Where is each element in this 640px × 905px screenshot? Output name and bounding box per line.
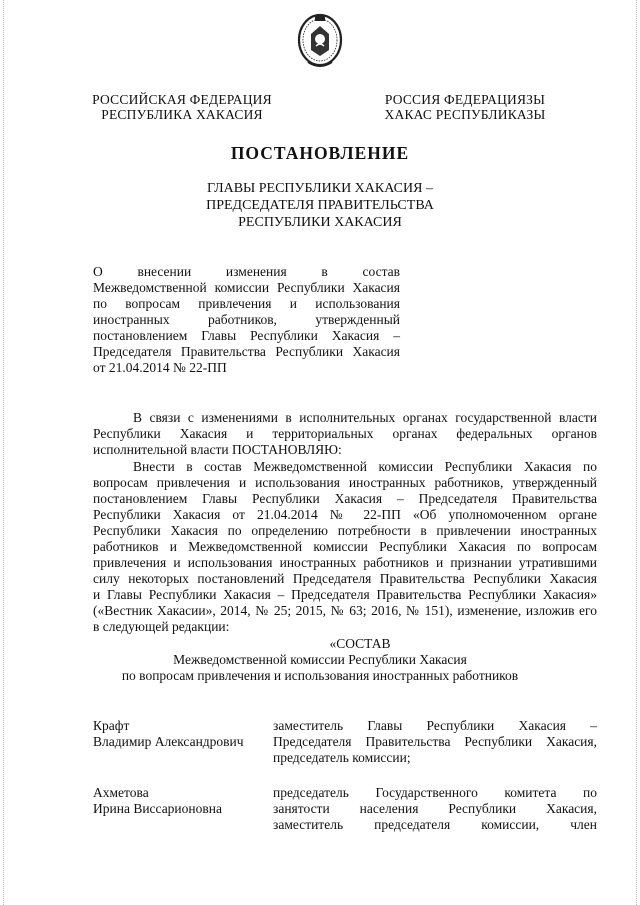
issuer-line: ПРЕДСЕДАТЕЛЯ ПРАВИТЕЛЬСТВА: [206, 198, 434, 213]
header-left-line: РЕСПУБЛИКА ХАКАСИЯ: [101, 107, 263, 122]
member-role: [273, 785, 597, 833]
paragraph-line: Республики Хакасия и территориальных органах федеральных органов: [93, 426, 597, 441]
scan-edge-left: [3, 0, 4, 905]
document-type: ПОСТАНОВЛЕНИЕ: [230, 143, 410, 163]
paragraph-line: силу некоторых постановлений Председателя Правительства Республики Хакасия: [93, 571, 597, 586]
member-given-names: Ирина Виссарионовна: [93, 801, 222, 816]
paragraph-line: исполнительной власти ПОСТАНОВЛЯЮ:: [93, 442, 342, 457]
paragraph-line: привлечения и использования иностранных работников и признании утратившими: [93, 555, 597, 570]
header-right: [380, 92, 550, 122]
paragraph-line: Республики Хакасия по определению потребности в привлечении иностранных: [93, 523, 597, 538]
paragraph-2: [93, 459, 597, 635]
issuer: [0, 180, 640, 231]
member-surname: Ахметова: [93, 785, 149, 800]
paragraph-line: и Главы Республики Хакасия – Председателя Правительства Республики Хакасия»: [93, 587, 597, 602]
subject-line: иностранных работников, утвержденный: [93, 312, 400, 327]
member-role-line: Председателя Правительства Республики Хакасия,: [273, 734, 597, 749]
member-role: [273, 718, 597, 766]
member-role-line: занятости населения Республики Хакасия,: [273, 801, 597, 816]
member-role-line: председатель Государственного комитета по: [273, 785, 597, 800]
member-name: [93, 718, 268, 750]
issuer-line: ГЛАВЫ РЕСПУБЛИКИ ХАКАСИЯ –: [207, 181, 433, 196]
paragraph-line: в следующей редакции:: [93, 619, 230, 634]
issuer-line: РЕСПУБЛИКИ ХАКАСИЯ: [238, 215, 402, 230]
member-role-line: заместитель Главы Республики Хакасия –: [273, 718, 597, 733]
paragraph-line: Республики Хакасия от 21.04.2014 № 22-ПП «Об уполномоченном органе: [93, 507, 597, 522]
subject-line: О внесении изменения в состав: [93, 264, 400, 279]
member-role-line: председатель комиссии;: [273, 750, 411, 765]
header-right-line: РОССИЯ ФЕДЕРАЦИЯЗЫ: [384, 92, 546, 107]
subject-line: постановлением Главы Республики Хакасия –: [93, 328, 400, 343]
paragraph-line: («Вестник Хакасии», 2014, № 25; 2015, № 63; 2016, № 151), изменение, изложив его: [93, 603, 597, 618]
subject-line: по вопросам привлечения и использования: [93, 296, 400, 311]
subject-line: от 21.04.2014 № 22-ПП: [93, 360, 227, 375]
subject-line: Председателя Правительства Республики Хакасия: [93, 344, 400, 359]
member-given-names: Владимир Александрович: [93, 734, 244, 749]
composition-heading: [0, 636, 640, 684]
paragraph-line: вопросам привлечения и использования иностранных работников, утвержденный: [93, 475, 597, 490]
paragraph-line: постановлением Главы Республики Хакасия – Председателя Правительства: [93, 491, 597, 506]
subject-line: Межведомственной комиссии Республики Хакасия: [93, 280, 400, 295]
subject-title: [93, 264, 400, 376]
composition-line: «СОСТАВ: [329, 636, 391, 651]
header-right-line: ХАКАС РЕСПУБЛИКАЗЫ: [384, 107, 546, 122]
composition-line: Межведомственной комиссии Республики Хакасия: [173, 652, 467, 667]
scan-edge-right: [636, 0, 637, 905]
coat-of-arms-emblem: [294, 12, 346, 74]
paragraph-line: Внести в состав Межведомственной комиссии Республики Хакасия по: [133, 459, 597, 474]
paragraph-line: работников и Межведомственной комиссии Республики Хакасия по вопросам: [93, 539, 597, 554]
paragraph-line: В связи с изменениями в исполнительных органах государственной власти: [133, 410, 597, 425]
member-role-line: заместитель председателя комиссии, член: [273, 817, 597, 832]
composition-line: по вопросам привлечения и использования иностранных работников: [121, 668, 519, 683]
paragraph-1: [93, 410, 597, 458]
header-left: [92, 92, 272, 122]
member-surname: Крафт: [93, 718, 130, 733]
member-name: [93, 785, 268, 817]
header-left-line: РОССИЙСКАЯ ФЕДЕРАЦИЯ: [92, 92, 272, 107]
